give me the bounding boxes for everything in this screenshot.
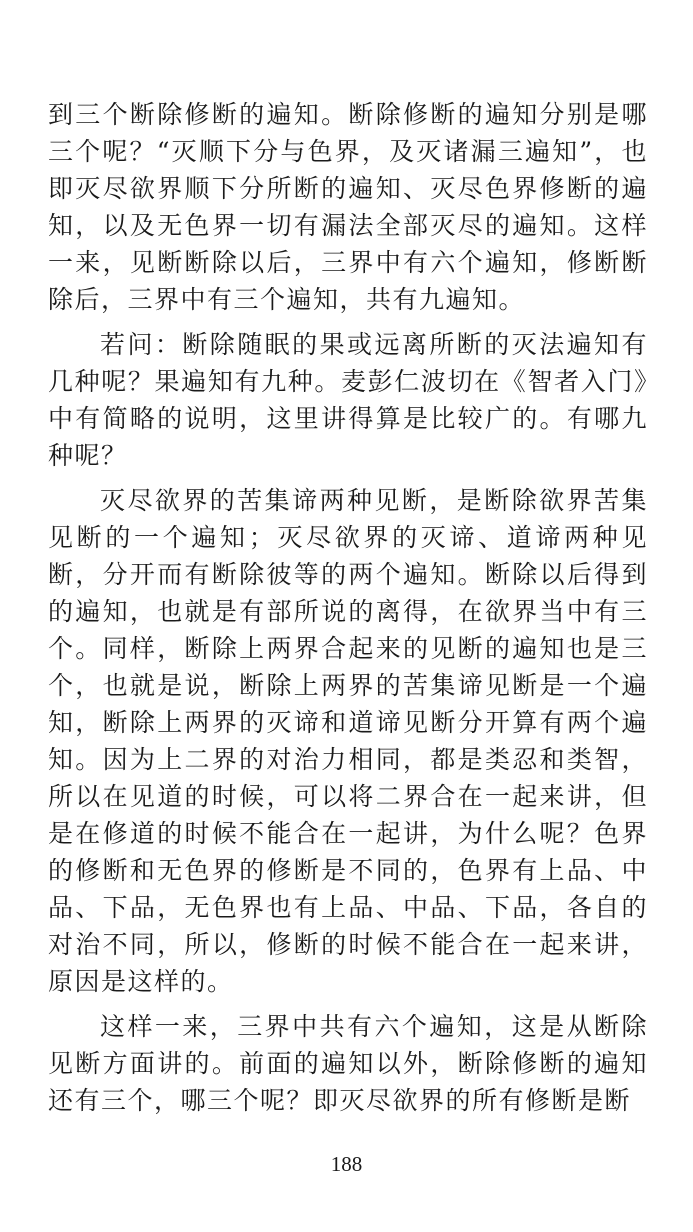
body-text [48, 96, 648, 1119]
paragraph-2: 若问：断除随眠的果或远离所断的灭法遍知有几种呢？果遍知有九种。麦彭仁波切在《智者入门》中有简略的说明，这里讲得算是比较广的。有哪九种呢？ [48, 330, 648, 470]
paragraph-4: 这样一来，三界中共有六个遍知，这是从断除见断方面讲的。前面的遍知以外，断除修断的遍知还有三个，哪三个呢？即灭尽欲界的所有修断是断 [48, 1012, 648, 1115]
page-number: 188 [330, 1152, 363, 1176]
paragraph-3: 灭尽欲界的苦集谛两种见断，是断除欲界苦集见断的一个遍知；灭尽欲界的灭谛、道谛两种见断，分开而有断除彼等的两个遍知。断除以后得到的遍知，也就是有部所说的离得，在欲界当中有三个。同样，断除上两界合起来的见断的遍知也是三个，也就是说，断除上两界的苦集谛见断是一个遍知，断除上两界的灭谛和道谛见断分开算有两个遍知。因为上二界的对治力相同，都是类忍和类智，所以在见道的时候，可以将二界合在一起来讲，但是在修道的时候不能合在一起讲，为什么呢？色界的修断和无色界的修断是不同的，色界有上品、中品、下品，无色界也有上品、中品、下品，各自的对治不同，所以，修断的时候不能合在一起来讲，原因是这样的。 [48, 486, 648, 996]
paragraph-1: 到三个断除修断的遍知。断除修断的遍知分别是哪三个呢？“灭顺下分与色界，及灭诸漏三遍知”，也即灭尽欲界顺下分所断的遍知、灭尽色界修断的遍知，以及无色界一切有漏法全部灭尽的遍知。这样一来，见断断除以后，三界中有六个遍知，修断断除后，三界中有三个遍知，共有九遍知。 [48, 100, 648, 314]
